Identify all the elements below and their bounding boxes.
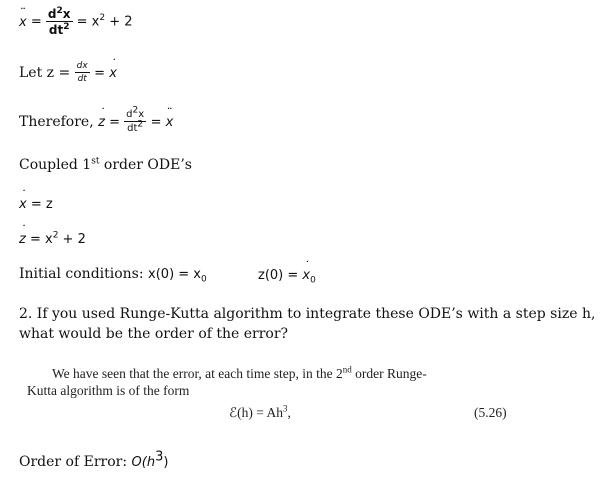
fraction-d2x-dt2: [46, 8, 73, 36]
frac-num-d: d: [126, 109, 133, 120]
frac-num-exp: 2: [56, 6, 63, 16]
x-condition-text: x(0) = x: [148, 267, 201, 282]
frac-num-var: x: [62, 7, 71, 21]
answer-order-of-error: [19, 449, 169, 470]
equation-second-order: [19, 8, 133, 36]
question-line-2: what would be the order of the error?: [19, 326, 289, 342]
rhs-x: = x: [76, 14, 100, 30]
ode2-tail: + 2: [58, 232, 86, 247]
frac-den: dt: [127, 123, 138, 134]
initial-x-condition: [148, 267, 207, 285]
frac-num-var: x: [138, 109, 145, 120]
formula-text: ℰ(h) = Ah: [229, 405, 284, 420]
heading-coupled-odes: [19, 157, 192, 173]
excerpt-text-a: We have seen that the error, at each time step, in the 2: [52, 366, 343, 381]
answer-label: Order of Error:: [19, 454, 132, 470]
equals-sign: =: [94, 66, 110, 81]
therefore-prefix: Therefore,: [19, 114, 99, 130]
ode1-rest: = z: [26, 197, 53, 212]
initial-label: Initial conditions:: [19, 266, 149, 282]
rhs-tail: + 2: [105, 14, 133, 30]
equation-number: (5.26): [474, 405, 507, 420]
initial-z-condition: [258, 268, 316, 286]
ode-z-dot: [19, 232, 86, 247]
answer-exp: 3: [155, 449, 164, 465]
ode-x-dot: [19, 197, 53, 212]
frac-num-exp: 2: [132, 105, 139, 116]
x-condition-sub: 0: [201, 274, 207, 285]
formula-comma: ,: [287, 405, 291, 420]
heading-text: Coupled 1: [19, 157, 92, 173]
var-z-dot: ˙ z: [19, 232, 26, 247]
initial-conditions: [19, 266, 207, 285]
var-x-dot: ˙ x: [19, 197, 27, 212]
ode2-exp: 2: [52, 230, 59, 241]
frac-den-dt: dt: [77, 74, 87, 84]
equals-sign: =: [104, 115, 125, 130]
frac-num-dx: dx: [76, 61, 88, 71]
answer-close: ): [163, 455, 169, 470]
question-line-1: 2. If you used Runge-Kutta algorithm to integrate these ODE’s with a step size h,: [19, 306, 596, 322]
var-x-ddot: ¨ x: [19, 15, 27, 30]
ode2-rest: = x: [25, 232, 53, 247]
heading-tail: order ODE’s: [99, 157, 192, 173]
frac-den: dt: [48, 23, 64, 37]
excerpt-sup: nd: [342, 364, 352, 375]
heading-sup: st: [91, 156, 100, 167]
excerpt-formula: [229, 405, 291, 421]
z-condition-text: z(0) =: [258, 268, 303, 283]
equals-sign: =: [30, 14, 42, 30]
var-x-dot: ˙ x: [302, 268, 310, 283]
var-x-dot: ˙ x: [109, 66, 117, 81]
excerpt-line-1: [52, 366, 427, 382]
rhs-exp: 2: [99, 13, 106, 24]
var-x-ddot: ¨ x: [166, 115, 174, 130]
var-z-dot: ˙ z: [98, 115, 105, 130]
equation-let-z: [19, 62, 117, 84]
excerpt-text-b: order Runge-: [351, 366, 427, 381]
let-z-prefix: Let z =: [19, 65, 71, 81]
z-condition-sub: 0: [310, 275, 316, 286]
formula-exp: 3: [283, 403, 288, 414]
excerpt-line-2: Kutta algorithm is of the form: [27, 383, 190, 398]
equals-sign: =: [150, 115, 166, 130]
frac-den-exp: 2: [137, 119, 144, 130]
fraction-dx-dt: [75, 62, 90, 84]
fraction-d2x-dt2-small: [124, 105, 146, 134]
frac-num-d: d: [47, 7, 57, 21]
frac-den-exp: 2: [63, 22, 70, 32]
answer-math: O(h: [131, 455, 156, 470]
equation-therefore: [19, 105, 174, 134]
